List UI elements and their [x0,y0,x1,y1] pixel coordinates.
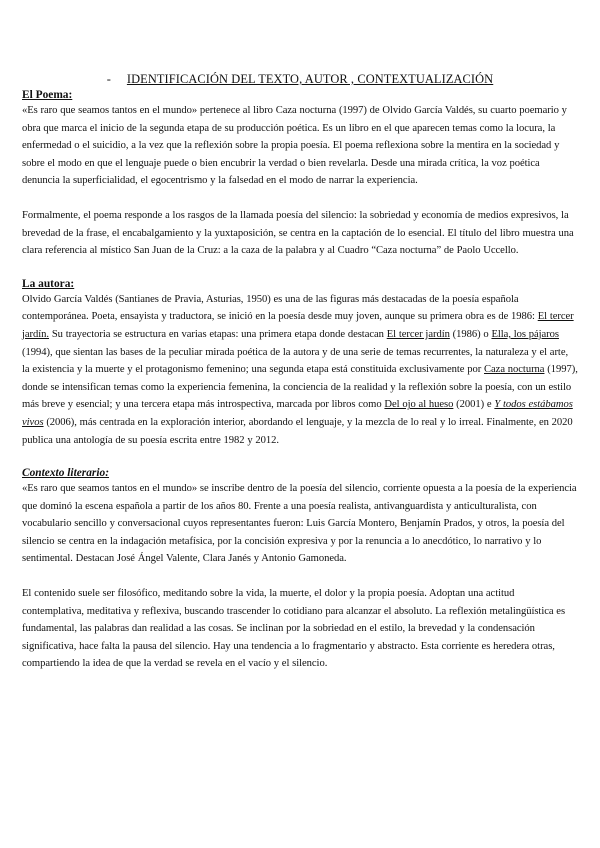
paragraph-gap [22,190,578,207]
document-heading [22,72,578,86]
book-title: Caza nocturna [484,364,545,376]
autora-text: (1986) o [449,328,492,340]
section-title-contexto: Contexto literario: [22,467,110,480]
contexto-paragraph-1: «Es raro que seamos tantos en el mundo» se inscribe dentro de la poesía del silencio, corriente opuesta a la poesía de la experiencia que dominó la escena española a partir de los años 80. Frente a una poesía realista, antivanguardista y anticulturalista, con vocabulario sencillo y conversacional cuyos representantes fueron: Luis García Montero, Benjamín Prados, y otros, la poesía del silencio se centra en la indagación metafísica, por la concisión expresiva y por la renuncia a lo anecdótico, lo narrativo y lo sentimental. Destacan José Ángel Valente, Clara Janés y Antonio Gamoneda. [22,483,577,565]
book-title: El tercer jardín. [22,311,574,340]
section-title-poema: El Poema: [22,89,73,101]
autora-text: (2001) e [453,399,495,411]
autora-text: (1997), donde se intensifican temas como la experiencia femenina, la conciencia de la realidad y la reflexión sobre la poesía, con un estilo más breve y esencial; y una tercera etapa más introspectiva, marcada por libros como [22,364,578,411]
book-title: El tercer jardín [386,328,450,340]
book-title: Ella, los pájaros [491,328,559,340]
section-title-autora: La autora: [22,277,75,290]
book-title: Del ojo al hueso [384,399,454,411]
autora-text: (2006), más centrada en la exploración interior, abordando el lenguaje, y la mezcla de lo real y lo irreal. Finalmente, en 2020 publica una antología de su poesía escrita entre 1982 y 2012. [22,416,573,446]
poema-paragraph-1: «Es raro que seamos tantos en el mundo» pertenece al libro Caza nocturna (1997) de Olvido García Valdés, su cuarto poemario y obra que marca el inicio de la segunda etapa de su producción poética. Es un libro en el que aparecen temas como la locura, la enfermedad o el suicidio, a la vez que la reflexión sobre la propia poesía. El poema reflexiona sobre la mentira en la sociedad y sobre el modo en que el lenguaje puede o bien encubrir la verdad o bien revelarla. Desde una mirada crítica, la voz poética denuncia la superficialidad, el egocentrismo y la falsedad en el modo de narrar la experiencia. [22,105,567,187]
paragraph-gap [22,260,578,277]
paragraph-gap [22,568,578,585]
heading-dash: - [106,72,111,86]
book-title: Y todos estábamos vivos [22,399,573,428]
autora-text: Su trayectoria se estructura en varias etapas: una primera etapa donde destacan [49,328,387,340]
autora-paragraph [22,291,578,449]
autora-text: Olvido García Valdés (Santianes de Pravia, Asturias, 1950) es una de las figuras más destacadas de la poesía española contemporánea. Poeta, ensayista y traductora, se inició en la poesía desde muy joven, aunque su primera obra es de 1986: [22,293,538,323]
heading-title: IDENTIFICACIÓN DEL TEXTO, AUTOR , CONTEXTUALIZACIÓN [126,72,494,86]
autora-text: (1994), que sientan las bases de la peculiar mirada poética de la autora y de una serie de temas recurrentes, la naturaleza y el arte, la existencia y la muerte y el protagonismo femenino; una segunda etapa está constituida exclusivamente por [22,346,569,376]
contexto-paragraph-2: El contenido suele ser filosófico, meditando sobre la vida, la muerte, el dolor y la propia poesía. Adoptan una actitud contemplativa, meditativa y reflexiva, buscando trascender lo cotidiano para alcanzar el absoluto. La reflexión metalingüística es fundamental, las palabras dan realidad a las cosas. Se inclinan por la sobriedad en el estilo, la brevedad y la condensación significativa, hace falta la pausa del silencio. Hay una tendencia a lo fragmentario y abstracto. Esta corriente es heredera otras, compartiendo la idea de que la verdad se revela en el vacío y el silencio. [22,588,566,670]
paragraph-gap [22,449,578,466]
poema-paragraph-2: Formalmente, el poema responde a los rasgos de la llamada poesía del silencio: la sobriedad y economía de medios expresivos, la brevedad de la frase, el encabalgamiento y la yuxtaposición, se centra en la captación de lo esencial. El título del libro muestra una clara referencia al místico San Juan de la Cruz: a la caza de la palabra y al Cuadro “Caza nocturna” de Paolo Uccello. [22,209,574,257]
